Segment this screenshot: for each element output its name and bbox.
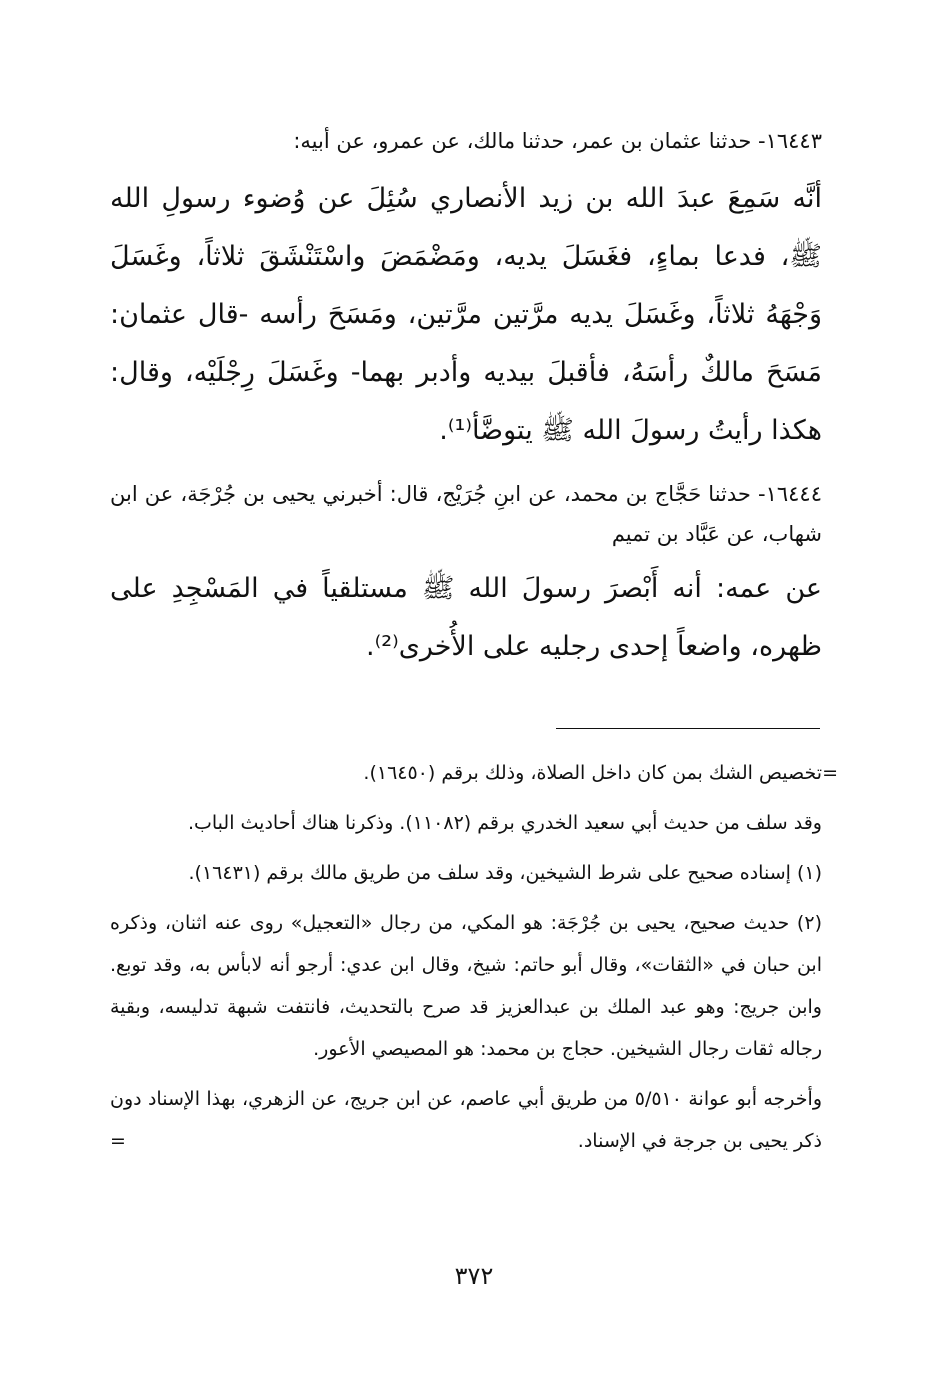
footnote-1: (١) إسناده صحيح على شرط الشيخين، وقد سلف من طريق مالك برقم (١٦٤٣١). [188,862,822,884]
hadith-2-heading: ١٦٤٤٤- حدثنا حَجَّاج بن محمد، عن ابنِ جُرَيْج، قال: أخبرني يحيى بن جُرْجَة، عن ابن شهاب، عن عَبَّاد بن تميم [110,482,822,546]
page-number: ٣٧٢ [454,1262,494,1290]
footnotes [110,752,838,1170]
footnote-continued-line [110,752,838,794]
continuation-mark: = [822,762,838,784]
hadith-1-heading: ١٦٤٤٣- حدثنا عثمان بن عمر، حدثنا مالك، عن عمرو، عن أبيه: [293,129,822,153]
footnote-2-continuation [110,1078,822,1162]
footnote-continued-2: وقد سلف من حديث أبي سعيد الخدري برقم (١١٠٨٢). وذكرنا هناك أحاديث الباب. [187,812,822,834]
hadith-1-body: أنَّه سَمِعَ عبدَ الله بن زيد الأنصاري سُئِلَ عن وُضوء رسولِ الله ﷺ، فدعا بماءٍ، فغَسَلَ يديه، ومَضْمَضَ واسْتَنْشَقَ ثلاثاً، وغَسَلَ وَجْهَهُ ثلاثاً، وغَسَلَ يديه مرَّتين مرَّتين، ومَسَحَ رأسه -قال عثمان: مَسَحَ مالكٌ رأسَهُ، فأقبلَ بيديه وأدبر بهما- وغَسَلَ رِجْلَيْه، وقال: هكذا رأيتُ رسولَ الله ﷺ يتوضَّأ⁽¹⁾. [110,183,822,446]
footnote-2: (٢) حديث صحيح، يحيى بن جُرْجَة: هو المكي، من رجال «التعجيل» روى عنه اثنان، وذكره ابن حبان في «الثقات»، وقال أبو حاتم: شيخ، وقال ابن عدي: أرجو أنه لابأس به، وقد توبع. وابن جريج: وهو عبد الملك بن عبدالعزيز قد صرح بالتحديث، فانتفت شبهة تدليسه، وبقية رجاله ثقات رجال الشيخين. حجاج بن محمد: هو المصيصي الأعور. [110,912,822,1060]
hadith-2-body: عن عمه: أنه أَبْصرَ رسولَ الله ﷺ مستلقياً في المَسْجِدِ على ظهره، واضعاً إحدى رجليه على الأُخرى⁽²⁾. [110,573,822,662]
footnote-divider [556,728,820,729]
end-continuation-mark: = [110,1130,126,1152]
main-text [110,120,822,676]
footnote-continued-text: تخصيص الشك بمن كان داخل الصلاة، وذلك برقم (١٦٤٥٠). [363,762,822,784]
footnote-2-cont-text: وأخرجه أبو عوانة ٥/٥١٠ من طريق أبي عاصم، عن ابن جريج، عن الزهري، بهذا الإسناد دون ذكر يحيى بن جرجة في الإسناد. [110,1088,822,1152]
